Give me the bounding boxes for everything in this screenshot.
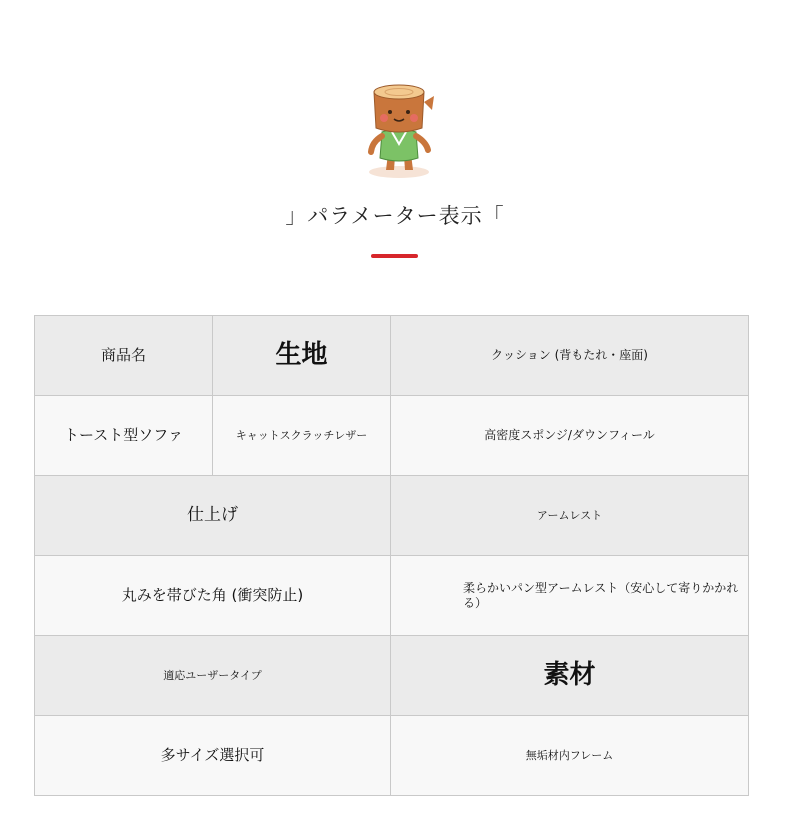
- page-title: 」パラメーター表示「: [285, 204, 505, 228]
- table-cell: 素材: [391, 636, 749, 716]
- table-cell: トースト型ソファ: [35, 396, 213, 476]
- table-cell: 無垢材内フレーム: [391, 716, 749, 796]
- table-cell: アームレスト: [391, 476, 749, 556]
- table-cell: 柔らかいパン型アームレスト（安心して寄りかかれる）: [391, 556, 749, 636]
- table-cell: キャットスクラッチレザー: [213, 396, 391, 476]
- title-underline: [371, 254, 418, 258]
- table-cell: 多サイズ選択可: [35, 716, 391, 796]
- tree-stump-mascot-icon: [362, 82, 436, 180]
- table-row: [35, 316, 749, 396]
- table-row: [35, 396, 749, 476]
- table-cell: 高密度スポンジ/ダウンフィール: [391, 396, 749, 476]
- table-row: [35, 636, 749, 716]
- table-row: [35, 476, 749, 556]
- table-cell: 生地: [213, 316, 391, 396]
- table-row: [35, 556, 749, 636]
- table-cell: 適応ユーザータイプ: [35, 636, 391, 716]
- table-cell: クッション (背もたれ・座面): [391, 316, 749, 396]
- table-cell: 商品名: [35, 316, 213, 396]
- table-cell: 丸みを帯びた角 (衝突防止): [35, 556, 391, 636]
- table-row: [35, 716, 749, 796]
- table-cell: 仕上げ: [35, 476, 391, 556]
- spec-table: [34, 315, 749, 796]
